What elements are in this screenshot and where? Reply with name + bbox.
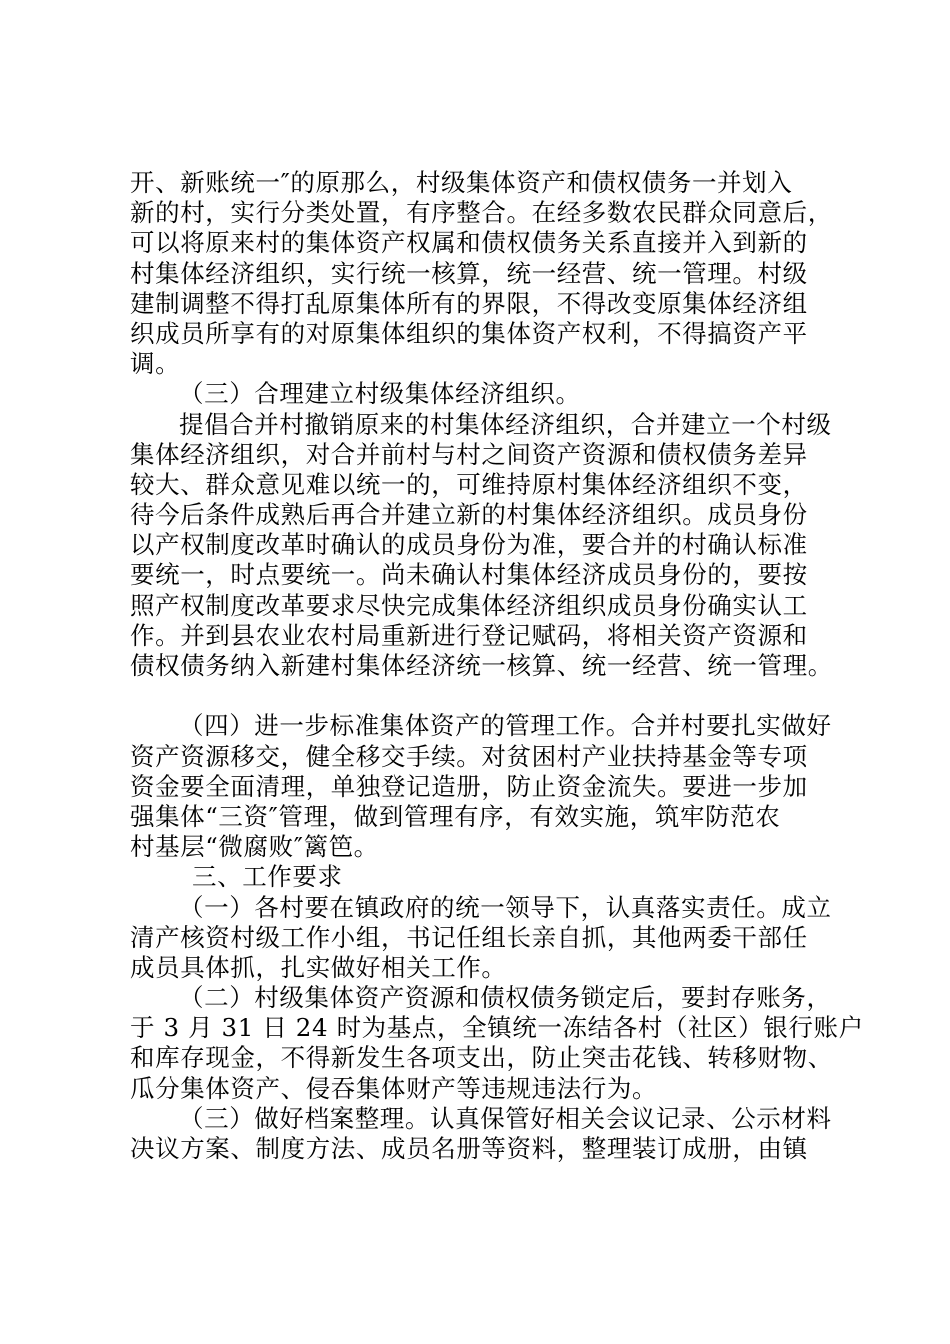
text-line: 和库存现金，不得新发生各项支出，防止突击花钱、转移财物、 bbox=[130, 1043, 833, 1073]
text-line: 新的村，实行分类处置，有序整合。在经多数农民群众同意后， bbox=[130, 198, 833, 228]
text-line: 作。并到县农业农村局重新进行登记赋码，将相关资产资源和 bbox=[130, 620, 808, 650]
text-line: 强集体“三资″管理，做到管理有序，有效实施，筑牢防范农 bbox=[130, 801, 781, 831]
section-heading: （一）各村要在镇政府的统一领导下，认真落实责任。成立 bbox=[179, 892, 832, 922]
text-line: 较大、群众意见难以统一的，可维持原村集体经济组织不变， bbox=[130, 469, 808, 499]
text-line: 集体经济组织，对合并前村与村之间资产资源和债权债务差异 bbox=[130, 439, 808, 469]
text-line: 清产核资村级工作小组，书记任组长亲自抓，其他两委干部任 bbox=[130, 922, 808, 952]
text-line: 以产权制度改革时确认的成员身份为准，要合并的村确认标准 bbox=[130, 530, 808, 560]
text-line: 要统一，时点要统一。尚未确认村集体经济成员身份的，要按 bbox=[130, 560, 808, 590]
section-heading: （三）做好档案整理。认真保管好相关会议记录、公示材料 bbox=[179, 1103, 832, 1133]
text-line: 于 3 月 31 日 24 时为基点，全镇统一冻结各村（社区）银行账户 bbox=[130, 1013, 864, 1043]
text-line: 建制调整不得打乱原集体所有的界限，不得改变原集体经济组 bbox=[130, 288, 808, 318]
document-body bbox=[130, 168, 864, 1164]
paragraph-gap bbox=[130, 681, 850, 711]
text-line: 可以将原来村的集体资产权属和债权债务关系直接并入到新的 bbox=[130, 228, 808, 258]
text-line: 调。 bbox=[130, 349, 181, 379]
text-line: 村基层“微腐败″篱笆。 bbox=[130, 832, 379, 862]
text-line: 开、新账统一″的原那么，村级集体资产和债权债务一并划入 bbox=[130, 168, 793, 197]
text-line: 资产资源移交，健全移交手续。对贫困村产业扶持基金等专项 bbox=[130, 741, 808, 771]
text-line: 资金要全面清理，单独登记造册，防止资金流失。要进一步加 bbox=[130, 771, 808, 801]
section-heading: （二）村级集体资产资源和债权债务锁定后，要封存账务， bbox=[179, 983, 832, 1013]
chapter-heading: 三、工作要求 bbox=[192, 862, 343, 892]
section-heading: （三）合理建立村级集体经济组织。 bbox=[179, 379, 581, 409]
section-heading: （四）进一步标准集体资产的管理工作。合并村要扎实做好 bbox=[179, 711, 832, 741]
paragraph-first-line: 提倡合并村撤销原来的村集体经济组织，合并建立一个村级 bbox=[179, 409, 832, 439]
text-line: 债权债务纳入新建村集体经济统一核算、统一经营、统一管理。 bbox=[130, 651, 833, 680]
text-line: 织成员所享有的对原集体组织的集体资产权利，不得搞资产平 bbox=[130, 318, 808, 348]
text-line: 待今后条件成熟后再合并建立新的村集体经济组织。成员身份 bbox=[130, 500, 808, 530]
text-line: 村集体经济组织，实行统一核算，统一经营、统一管理。村级 bbox=[130, 258, 808, 288]
text-line: 决议方案、制度方法、成员名册等资料，整理装订成册，由镇 bbox=[130, 1134, 808, 1163]
text-line: 照产权制度改革要求尽快完成集体经济组织成员身份确实认工 bbox=[130, 590, 808, 620]
text-line: 瓜分集体资产、侵吞集体财产等违规违法行为。 bbox=[130, 1073, 658, 1103]
text-line: 成员具体抓，扎实做好相关工作。 bbox=[130, 952, 507, 982]
